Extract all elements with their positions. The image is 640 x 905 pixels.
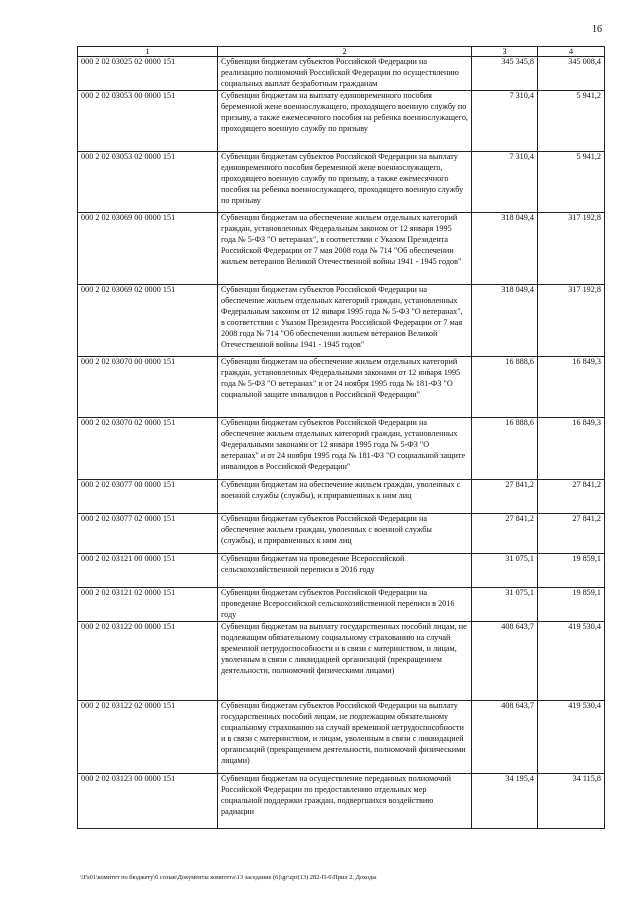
description-cell: Субвенции бюджетам субъектов Российской Федерации на проведение Всероссийской сельскохозяйственной переписи в 2016 году [218, 588, 472, 622]
table-row [78, 357, 605, 418]
value-cell-4: 419 530,4 [538, 701, 605, 774]
description-cell: Субвенции бюджетам на осуществление переданных полномочий Российской Федерации по предоставлению отдельных мер социальной поддержки граждан, подвергшихся воздействию радиации [218, 774, 472, 829]
table-row [78, 418, 605, 480]
table-row [78, 285, 605, 357]
page-number: 16 [592, 24, 602, 35]
value-cell-4: 317 192,8 [538, 213, 605, 285]
value-cell-3: 31 075,1 [472, 554, 538, 588]
value-cell-3: 318 049,4 [472, 285, 538, 357]
column-header-1: 1 [78, 47, 218, 57]
value-cell-4: 5 941,2 [538, 91, 605, 152]
code-cell: 000 2 02 03123 00 0000 151 [78, 774, 218, 829]
description-cell: Субвенции бюджетам субъектов Российской Федерации на выплату единовременного пособия беременной жене военнослужащего, проходящего военную службу по призыву, а также ежемесячного пособия на ребенка военнослужащего, проходящего военную службу по призыву [218, 152, 472, 213]
code-cell: 000 2 02 03053 02 0000 151 [78, 152, 218, 213]
value-cell-4: 27 841,2 [538, 514, 605, 554]
value-cell-3: 27 841,2 [472, 514, 538, 554]
column-header-2: 2 [218, 47, 472, 57]
value-cell-3: 318 049,4 [472, 213, 538, 285]
table-row [78, 588, 605, 622]
code-cell: 000 2 02 03070 00 0000 151 [78, 357, 218, 418]
description-cell: Субвенции бюджетам на обеспечение жильем граждан, уволенных с военной службы (службы), и приравненных к ним лиц [218, 480, 472, 514]
code-cell: 000 2 02 03070 02 0000 151 [78, 418, 218, 480]
value-cell-4: 16 849,3 [538, 357, 605, 418]
table-row [78, 622, 605, 701]
table-row [78, 514, 605, 554]
code-cell: 000 2 02 03122 02 0000 151 [78, 701, 218, 774]
table-row [78, 554, 605, 588]
value-cell-3: 31 075,1 [472, 588, 538, 622]
description-cell: Субвенции бюджетам субъектов Российской Федерации на реализацию полномочий Российской Федерации по осуществлению социальных выплат безработным гражданам [218, 57, 472, 91]
table-row [78, 57, 605, 91]
description-cell: Субвенции бюджетам на обеспечение жильем отдельных категорий граждан, установленных Федеральными законами от 12 января 1995 года № 5-ФЗ "О ветеранах" и от 24 ноября 1995 года № 181-ФЗ "О социальной защите инвалидов в Российской Федерации" [218, 357, 472, 418]
value-cell-3: 408 643,7 [472, 701, 538, 774]
description-cell: Субвенции бюджетам на проведение Всероссийской сельскохозяйственной переписи в 2016 году [218, 554, 472, 588]
description-cell: Субвенции бюджетам на выплату единовременного пособия беременной жене военнослужащего, проходящего военную службу по призыву, а также ежемесячного пособия на ребенка военнослужащего, проходящего военную службу по призыву [218, 91, 472, 152]
table-row [78, 213, 605, 285]
value-cell-3: 16 888,6 [472, 418, 538, 480]
file-path-footer: \\Fs01\комитет по бюджету\6 созыв\Документы комитета\13 заседание (6)\gr\zpr(13) 282-П-6\Прил 2. Доходы [80, 874, 377, 881]
value-cell-3: 7 310,4 [472, 91, 538, 152]
column-header-3: 3 [472, 47, 538, 57]
code-cell: 000 2 02 03077 02 0000 151 [78, 514, 218, 554]
table-header-row [78, 47, 605, 57]
value-cell-3: 34 195,4 [472, 774, 538, 829]
table-row [78, 701, 605, 774]
value-cell-3: 27 841,2 [472, 480, 538, 514]
code-cell: 000 2 02 03025 02 0000 151 [78, 57, 218, 91]
value-cell-4: 345 008,4 [538, 57, 605, 91]
code-cell: 000 2 02 03122 00 0000 151 [78, 622, 218, 701]
value-cell-4: 34 115,8 [538, 774, 605, 829]
column-header-4: 4 [538, 47, 605, 57]
value-cell-4: 16 849,3 [538, 418, 605, 480]
code-cell: 000 2 02 03053 00 0000 151 [78, 91, 218, 152]
value-cell-3: 345 345,8 [472, 57, 538, 91]
code-cell: 000 2 02 03121 02 0000 151 [78, 588, 218, 622]
code-cell: 000 2 02 03069 02 0000 151 [78, 285, 218, 357]
description-cell: Субвенции бюджетам на выплату государственных пособий лицам, не подлежащим обязательному социальному страхованию на случай временной нетрудоспособности и в связи с материнством, и лицам, уволенным в связи с ликвидацией организаций (прекращением деятельности, полномочий физическими лицами) [218, 622, 472, 701]
table-row [78, 480, 605, 514]
value-cell-3: 16 888,6 [472, 357, 538, 418]
value-cell-3: 7 310,4 [472, 152, 538, 213]
description-cell: Субвенции бюджетам на обеспечение жильем отдельных категорий граждан, установленных Федеральным законом от 12 января 1995 года № 5-ФЗ "О ветеранах", в соответствии с Указом Президента Российской Федерации от 7 мая 2008 года № 714 "Об обеспечении жильем ветеранов Великой Отечественной войны 1941 - 1945 годов" [218, 213, 472, 285]
description-cell: Субвенции бюджетам субъектов Российской Федерации на выплату государственных пособий лицам, не подлежащим обязательному социальному страхованию на случай временной нетрудоспособности и в связи с материнством, и лицам, уволенным в связи с ликвидацией организаций (прекращением деятельности, полномочий физическими лицами) [218, 701, 472, 774]
table-row [78, 152, 605, 213]
table-row [78, 91, 605, 152]
value-cell-4: 27 841,2 [538, 480, 605, 514]
value-cell-4: 19 859,1 [538, 588, 605, 622]
table-row [78, 774, 605, 829]
value-cell-4: 419 530,4 [538, 622, 605, 701]
description-cell: Субвенции бюджетам субъектов Российской Федерации на обеспечение жильем отдельных категорий граждан, установленных Федеральным законом от 12 января 1995 года № 5-ФЗ "О ветеранах", в соответствии с Указом Президента Российской Федерации от 7 мая 2008 года № 714 "Об обеспечении жильем ветеранов Великой Отечественной войны 1941 - 1945 годов" [218, 285, 472, 357]
revenue-table [77, 46, 605, 829]
description-cell: Субвенции бюджетам субъектов Российской Федерации на обеспечение жильем граждан, уволенных с военной службы (службы), и приравненных к ним лиц [218, 514, 472, 554]
code-cell: 000 2 02 03069 00 0000 151 [78, 213, 218, 285]
description-cell: Субвенции бюджетам субъектов Российской Федерации на обеспечение жильем отдельных категорий граждан, установленных Федеральными законами от 12 января 1995 года № 5-ФЗ "О ветеранах" и от 24 ноября 1995 года № 181-ФЗ "О социальной защите инвалидов в Российской Федерации" [218, 418, 472, 480]
value-cell-3: 408 643,7 [472, 622, 538, 701]
code-cell: 000 2 02 03121 00 0000 151 [78, 554, 218, 588]
value-cell-4: 5 941,2 [538, 152, 605, 213]
value-cell-4: 317 192,8 [538, 285, 605, 357]
code-cell: 000 2 02 03077 00 0000 151 [78, 480, 218, 514]
value-cell-4: 19 859,1 [538, 554, 605, 588]
